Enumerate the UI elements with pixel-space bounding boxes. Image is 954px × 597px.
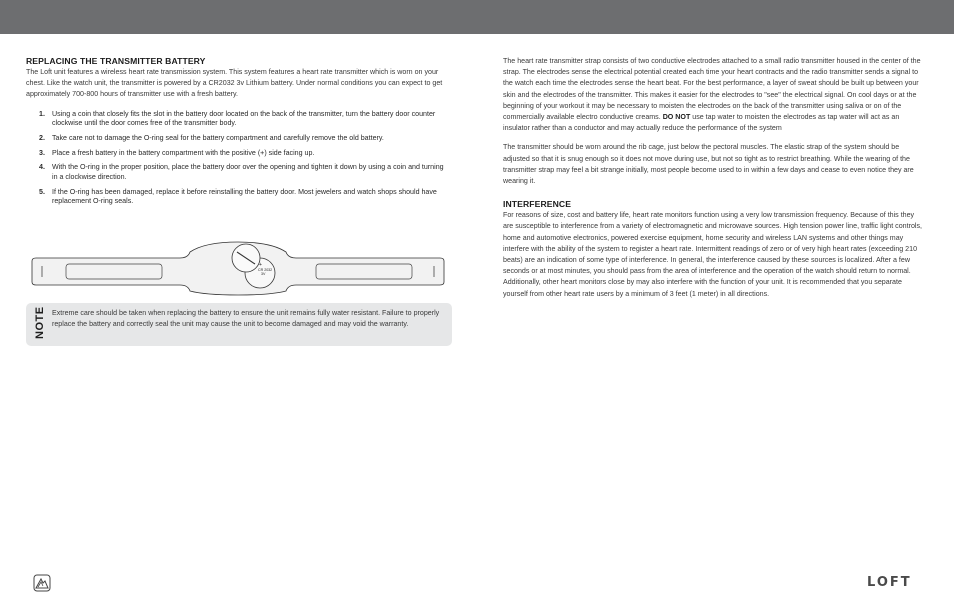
strap-description-part1: The heart rate transmitter strap consists of two conductive electrodes attached to a small radio transmitter housed in the center of the strap. The electrodes sense the electrical potential created each time your heart contracts and the radio transmitter sends a signal to the watch each time the electrodes sense the heart beat. For the best performance, a layer of sweat should be built up between your skin and the electrodes of the transmitter. This makes it easier for the electrodes to "see" the electrical signal. On cool days or at the beginning of your workout it may be necessary to moisten the electrodes on the back of the transmitter using saliva or on of the commercially available electro conductive creams. (503, 57, 921, 122)
battery-model-label: CR 2032 (258, 268, 273, 272)
sonic-mountain-logo-icon (33, 574, 51, 592)
step-text: If the O-ring has been damaged, replace it before reinstalling the battery door. Most jewelers and watch shops should have replacement O-ring seals. (52, 187, 437, 206)
battery-plus-sign: + (259, 262, 262, 268)
section-title-interference: INTERFERENCE (503, 199, 572, 210)
strap-description-part2: use tap water to moisten the electrodes as tap water will act as an insulator rather than a conductor and may actually reduce the performance of the system (503, 113, 900, 133)
step-number: 3. (39, 148, 45, 157)
list-item (26, 163, 446, 182)
step-text: Place a fresh battery in the battery compartment with the positive (+) side facing up. (52, 148, 315, 157)
header-bar (0, 0, 954, 34)
strap-wearing-text: The transmitter should be worn around the rib cage, just below the pectoral muscles. The elastic strap of the system should be adjusted so that it is snug enough so it does not move during use, but not so tight as to restrict breathing. While the wearing of the transmitter strap may feel a bit strange initially, most people become used to in within a few days and cease to even notice they are wearing it. (503, 143, 914, 186)
battery-steps-list (26, 110, 446, 207)
left-column (26, 56, 446, 212)
loft-logo: LOFT (867, 575, 912, 590)
list-item (26, 149, 446, 158)
step-text: With the O-ring in the proper position, place the battery door over the opening and tighten it down by using a coin and turning in a clockwise direction. (52, 163, 444, 181)
list-item (26, 110, 446, 129)
step-number: 4. (39, 163, 45, 172)
section-title-replacing-battery: REPLACING THE TRANSMITTER BATTERY (26, 56, 206, 66)
note-label: NOTE (34, 306, 46, 339)
right-column (503, 56, 925, 300)
note-box (26, 303, 452, 346)
list-item (26, 134, 446, 143)
battery-intro-text: The Loft unit features a wireless heart rate transmission system. This system features a heart rate transmitter which is worn on your chest. Like the watch unit, the transmitter is powered by a CR2032 3v Lithium battery. Under normal conditions you can expect to get approximately 700-800 hours of transmitter use with a fresh battery. (26, 68, 443, 99)
step-number: 5. (39, 187, 45, 196)
battery-voltage-label: 3V (261, 272, 266, 276)
note-text: Extreme care should be taken when replacing the battery to ensure the unit remains fully water resistant. Failure to properly replace the battery and correctly seal the unit may cause the unit to become damaged and may void the warranty. (52, 309, 440, 329)
transmitter-strap-illustration (30, 238, 446, 296)
strap-description-text (503, 56, 925, 134)
do-not-warning: DO NOT (662, 113, 691, 122)
list-item (26, 188, 446, 207)
interference-text: For reasons of size, cost and battery life, heart rate monitors function using a very low transmission frequency. Because of this they are susceptible to interference from a variety of electromagnetic and microwave sources. High tension power line, traffic light controls, home and automotive electronics, powered exercise equipment, home security and wireless LAN systems and other things may interfere with the ability of the system to register a heart rate. Intermittent readings of zero or of very high heart rates (exceeding 210 beats) are an indication of some type of interference. In general, the interference caused by these sources is localized. After a few seconds or at most minutes, you should pass from the area of interference and the operation of the watch should return to normal. Additionally, other heart monitors close by may also interfere with the function of your unit. It is recommended that you separate yourself from other heart rate users by a minimum of 3 feet (1 meter) in all directions. (503, 211, 922, 298)
step-text: Take care not to damage the O-ring seal for the battery compartment and carefully remove the old battery. (52, 133, 384, 142)
step-text: Using a coin that closely fits the slot in the battery door located on the back of the transmitter, turn the battery door counter clockwise until the door comes free of the transmitter body. (52, 109, 436, 128)
step-number: 1. (39, 109, 45, 118)
step-number: 2. (39, 133, 45, 142)
